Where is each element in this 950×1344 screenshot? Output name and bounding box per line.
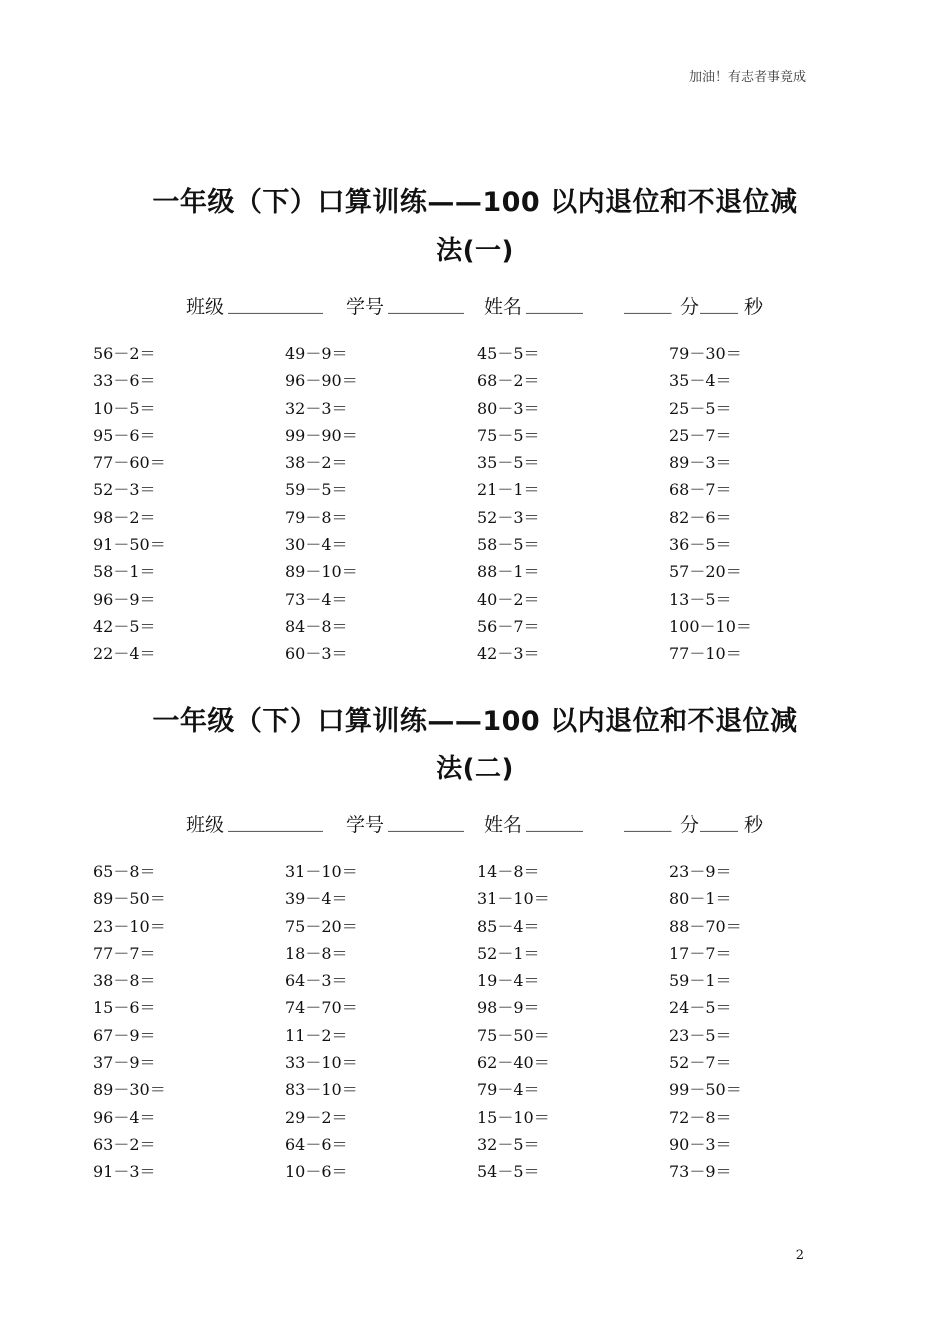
arithmetic-problem: 15－10＝ <box>477 1107 550 1127</box>
arithmetic-problem: 52－3＝ <box>93 480 156 500</box>
arithmetic-problem: 89－10＝ <box>285 562 358 582</box>
name-blank: ______ <box>526 292 583 314</box>
arithmetic-problem: 56－2＝ <box>93 344 156 363</box>
arithmetic-problem: 91－50＝ <box>93 535 166 555</box>
student-no-blank: ________ <box>388 810 464 832</box>
arithmetic-problem: 13－5＝ <box>669 589 732 609</box>
name-blank: ______ <box>526 810 583 832</box>
arithmetic-problem: 56－7＝ <box>477 616 540 636</box>
arithmetic-problem: 72－8＝ <box>669 1107 732 1127</box>
arithmetic-problem: 64－3＝ <box>285 971 348 991</box>
arithmetic-problem: 21－1＝ <box>477 480 540 500</box>
name-label: 姓名 <box>484 814 523 836</box>
arithmetic-problem: 14－8＝ <box>477 862 540 881</box>
arithmetic-problem: 65－8＝ <box>93 862 156 881</box>
arithmetic-problem: 10－6＝ <box>285 1162 348 1182</box>
arithmetic-problem: 19－4＝ <box>477 971 540 991</box>
arithmetic-problem: 63－2＝ <box>93 1134 156 1154</box>
arithmetic-problem: 58－1＝ <box>93 562 156 582</box>
arithmetic-problem: 82－6＝ <box>669 507 732 527</box>
arithmetic-problem: 37－9＝ <box>93 1053 156 1073</box>
seconds-label: 秒 <box>744 814 764 836</box>
class-label: 班级 <box>186 296 225 318</box>
arithmetic-problem: 31－10＝ <box>477 889 550 909</box>
class-blank: __________ <box>228 292 323 314</box>
arithmetic-problem: 96－4＝ <box>93 1107 156 1127</box>
arithmetic-problem: 33－10＝ <box>285 1053 358 1073</box>
arithmetic-problem: 11－2＝ <box>285 1025 348 1045</box>
arithmetic-problem: 35－4＝ <box>669 371 732 391</box>
arithmetic-problem: 40－2＝ <box>477 589 540 609</box>
arithmetic-problem: 38－8＝ <box>93 971 156 991</box>
page-number: 2 <box>795 1248 804 1263</box>
arithmetic-problem: 96－90＝ <box>285 371 358 391</box>
arithmetic-problem: 99－50＝ <box>669 1080 742 1100</box>
arithmetic-problem: 59－1＝ <box>669 971 732 991</box>
arithmetic-problem: 91－3＝ <box>93 1162 156 1182</box>
arithmetic-problem: 88－1＝ <box>477 562 540 582</box>
arithmetic-problem: 42－3＝ <box>477 644 540 664</box>
arithmetic-problem: 36－5＝ <box>669 535 732 555</box>
arithmetic-problem: 67－9＝ <box>93 1025 156 1045</box>
arithmetic-problem: 25－5＝ <box>669 398 732 418</box>
section-1-title-line-2: 法(一) <box>436 236 514 266</box>
arithmetic-problem: 45－5＝ <box>477 344 540 363</box>
arithmetic-problem: 54－5＝ <box>477 1162 540 1182</box>
arithmetic-problem: 15－6＝ <box>93 998 156 1018</box>
arithmetic-problem: 79－30＝ <box>669 344 742 363</box>
arithmetic-problem: 80－1＝ <box>669 889 732 909</box>
arithmetic-problem: 39－4＝ <box>285 889 348 909</box>
arithmetic-problem: 98－9＝ <box>477 998 540 1018</box>
minutes-blank: _____ <box>624 292 672 314</box>
arithmetic-problem: 98－2＝ <box>93 507 156 527</box>
arithmetic-problem: 49－9＝ <box>285 344 348 363</box>
arithmetic-problem: 38－2＝ <box>285 453 348 473</box>
section-1-problem-grid <box>93 340 853 668</box>
arithmetic-problem: 52－3＝ <box>477 507 540 527</box>
arithmetic-problem: 77－7＝ <box>93 943 156 963</box>
arithmetic-problem: 68－7＝ <box>669 480 732 500</box>
arithmetic-problem: 24－5＝ <box>669 998 732 1018</box>
arithmetic-problem: 75－20＝ <box>285 916 358 936</box>
arithmetic-problem: 95－6＝ <box>93 425 156 445</box>
section-2-problem-grid <box>93 858 853 1186</box>
arithmetic-problem: 88－70＝ <box>669 916 742 936</box>
arithmetic-problem: 35－5＝ <box>477 453 540 473</box>
section-2-info-row <box>0 810 950 840</box>
arithmetic-problem: 64－6＝ <box>285 1134 348 1154</box>
student-no-label: 学号 <box>346 296 385 318</box>
arithmetic-problem: 83－10＝ <box>285 1080 358 1100</box>
arithmetic-problem: 10－5＝ <box>93 398 156 418</box>
class-blank: __________ <box>228 810 323 832</box>
arithmetic-problem: 52－1＝ <box>477 943 540 963</box>
arithmetic-problem: 77－10＝ <box>669 644 742 664</box>
arithmetic-problem: 73－9＝ <box>669 1162 732 1182</box>
arithmetic-problem: 29－2＝ <box>285 1107 348 1127</box>
arithmetic-problem: 42－5＝ <box>93 616 156 636</box>
arithmetic-problem: 62－40＝ <box>477 1053 550 1073</box>
arithmetic-problem: 100－10＝ <box>669 616 752 636</box>
arithmetic-problem: 84－8＝ <box>285 616 348 636</box>
seconds-label: 秒 <box>744 296 764 318</box>
arithmetic-problem: 89－50＝ <box>93 889 166 909</box>
name-label: 姓名 <box>484 296 523 318</box>
minutes-label: 分 <box>680 814 700 836</box>
seconds-blank: ____ <box>700 810 738 832</box>
arithmetic-problem: 23－10＝ <box>93 916 166 936</box>
minutes-label: 分 <box>680 296 700 318</box>
minutes-blank: _____ <box>624 810 672 832</box>
class-label: 班级 <box>186 814 225 836</box>
arithmetic-problem: 30－4＝ <box>285 535 348 555</box>
arithmetic-problem: 68－2＝ <box>477 371 540 391</box>
arithmetic-problem: 89－3＝ <box>669 453 732 473</box>
arithmetic-problem: 22－4＝ <box>93 644 156 664</box>
arithmetic-problem: 96－9＝ <box>93 589 156 609</box>
arithmetic-problem: 32－5＝ <box>477 1134 540 1154</box>
arithmetic-problem: 80－3＝ <box>477 398 540 418</box>
arithmetic-problem: 79－8＝ <box>285 507 348 527</box>
arithmetic-problem: 33－6＝ <box>93 371 156 391</box>
arithmetic-problem: 59－5＝ <box>285 480 348 500</box>
arithmetic-problem: 23－5＝ <box>669 1025 732 1045</box>
arithmetic-problem: 17－7＝ <box>669 943 732 963</box>
arithmetic-problem: 74－70＝ <box>285 998 358 1018</box>
arithmetic-problem: 32－3＝ <box>285 398 348 418</box>
section-1-title-line-1: 一年级（下）口算训练——100 以内退位和不退位减 <box>152 187 798 218</box>
arithmetic-problem: 89－30＝ <box>93 1080 166 1100</box>
section-2-title-line-2: 法(二) <box>436 754 514 784</box>
arithmetic-problem: 57－20＝ <box>669 562 742 582</box>
arithmetic-problem: 99－90＝ <box>285 425 358 445</box>
arithmetic-problem: 25－7＝ <box>669 425 732 445</box>
arithmetic-problem: 79－4＝ <box>477 1080 540 1100</box>
arithmetic-problem: 52－7＝ <box>669 1053 732 1073</box>
arithmetic-problem: 75－50＝ <box>477 1025 550 1045</box>
student-no-blank: ________ <box>388 292 464 314</box>
arithmetic-problem: 90－3＝ <box>669 1134 732 1154</box>
section-2-title-line-1: 一年级（下）口算训练——100 以内退位和不退位减 <box>152 706 798 737</box>
arithmetic-problem: 23－9＝ <box>669 862 732 881</box>
arithmetic-problem: 31－10＝ <box>285 862 358 881</box>
arithmetic-problem: 77－60＝ <box>93 453 166 473</box>
arithmetic-problem: 85－4＝ <box>477 916 540 936</box>
section-1-info-row <box>0 292 950 322</box>
arithmetic-problem: 75－5＝ <box>477 425 540 445</box>
arithmetic-problem: 60－3＝ <box>285 644 348 664</box>
arithmetic-problem: 18－8＝ <box>285 943 348 963</box>
arithmetic-problem: 58－5＝ <box>477 535 540 555</box>
arithmetic-problem: 73－4＝ <box>285 589 348 609</box>
student-no-label: 学号 <box>346 814 385 836</box>
seconds-blank: ____ <box>700 292 738 314</box>
header-motto: 加油！有志者事竟成 <box>688 70 806 85</box>
